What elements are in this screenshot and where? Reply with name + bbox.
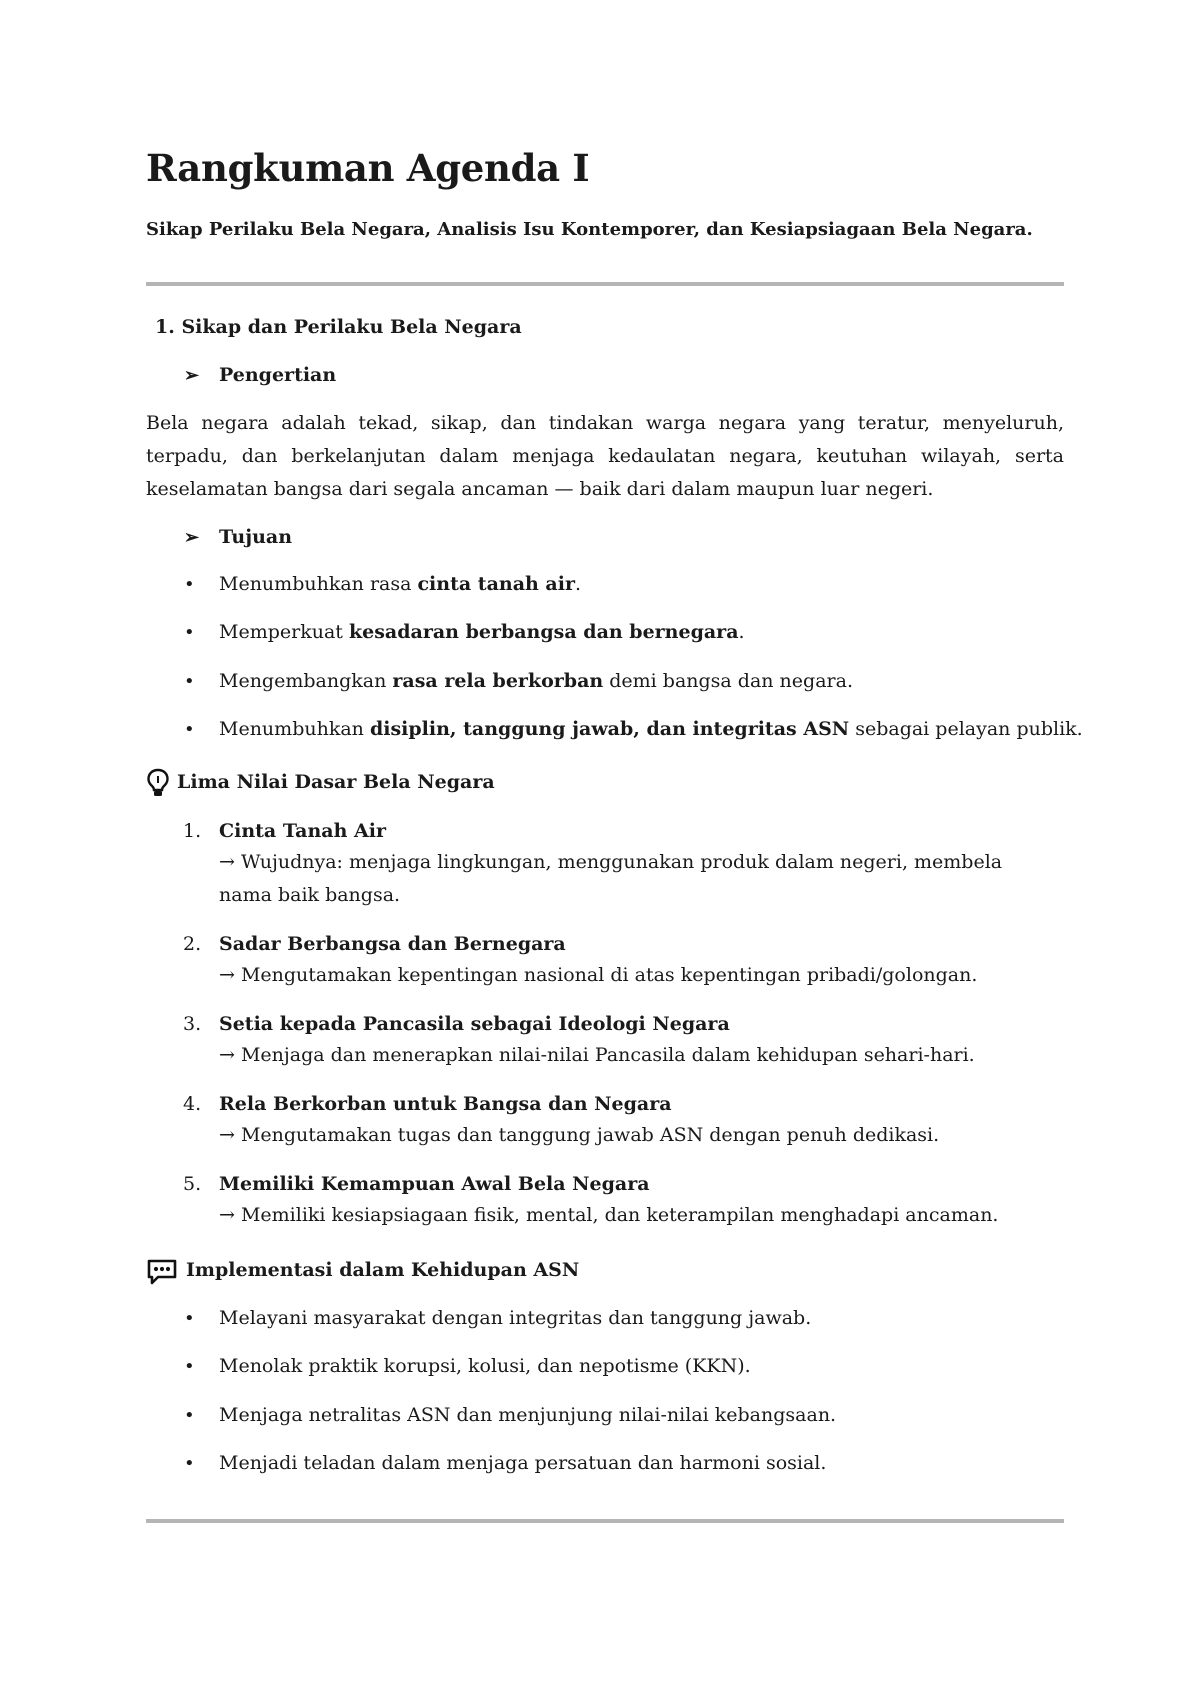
nilai-title: Setia kepada Pancasila sebagai Ideologi Negara	[219, 1013, 730, 1035]
speech-bubble-icon	[146, 1258, 178, 1286]
bullet-icon: •	[184, 1453, 195, 1474]
nilai-title: Memiliki Kemampuan Awal Bela Negara	[219, 1173, 650, 1195]
bullet-icon: •	[184, 622, 195, 643]
nilai-desc: → Mengutamakan kepentingan nasional di atas kepentingan pribadi/golongan.	[219, 964, 978, 986]
top-divider	[146, 282, 1064, 286]
tujuan-heading: Tujuan	[219, 526, 293, 548]
lightbulb-icon	[146, 768, 170, 798]
bullet-icon: •	[184, 1356, 195, 1377]
list-item: Menjadi teladan dalam menjaga persatuan dan harmoni sosial.	[219, 1452, 827, 1474]
nilai-title: Cinta Tanah Air	[219, 820, 387, 842]
nilai-desc: → Wujudnya: menjaga lingkungan, menggunakan produk dalam negeri, membela nama baik bangsa.	[219, 851, 1003, 906]
list-number: 4.	[183, 1093, 202, 1115]
page-subtitle: Sikap Perilaku Bela Negara, Analisis Isu Kontemporer, dan Kesiapsiagaan Bela Negara.	[146, 219, 1033, 240]
nilai-desc: → Menjaga dan menerapkan nilai-nilai Pancasila dalam kehidupan sehari-hari.	[219, 1044, 975, 1066]
list-number: 5.	[183, 1173, 202, 1195]
arrowhead-bullet-icon: ➢	[184, 527, 200, 548]
bullet-icon: •	[184, 574, 195, 595]
list-number: 2.	[183, 933, 202, 955]
nilai-dasar-heading: Lima Nilai Dasar Bela Negara	[177, 771, 495, 793]
list-number: 3.	[183, 1013, 202, 1035]
nilai-title: Rela Berkorban untuk Bangsa dan Negara	[219, 1093, 672, 1115]
bullet-icon: •	[184, 1308, 195, 1329]
pengertian-heading: Pengertian	[219, 364, 337, 386]
list-item: Menjaga netralitas ASN dan menjunjung nilai-nilai kebangsaan.	[219, 1404, 837, 1426]
list-item: Menumbuhkan rasa cinta tanah air.	[219, 573, 582, 595]
list-item: Mengembangkan rasa rela berkorban demi bangsa dan negara.	[219, 670, 853, 692]
implementasi-heading: Implementasi dalam Kehidupan ASN	[186, 1259, 580, 1281]
bullet-icon: •	[184, 671, 195, 692]
nilai-desc: → Mengutamakan tugas dan tanggung jawab ASN dengan penuh dedikasi.	[219, 1124, 940, 1146]
nilai-title: Sadar Berbangsa dan Bernegara	[219, 933, 566, 955]
nilai-desc: → Memiliki kesiapsiagaan fisik, mental, dan keterampilan menghadapi ancaman.	[219, 1204, 999, 1226]
arrowhead-bullet-icon: ➢	[184, 365, 200, 386]
section-1-heading: 1. Sikap dan Perilaku Bela Negara	[155, 316, 522, 338]
list-item: Memperkuat kesadaran berbangsa dan bernegara.	[219, 621, 745, 643]
list-item: Menolak praktik korupsi, kolusi, dan nepotisme (KKN).	[219, 1355, 751, 1377]
bullet-icon: •	[184, 1405, 195, 1426]
list-item: Menumbuhkan disiplin, tanggung jawab, dan integritas ASN sebagai pelayan publik.	[219, 718, 1083, 740]
list-item: Melayani masyarakat dengan integritas dan tanggung jawab.	[219, 1307, 812, 1329]
bullet-icon: •	[184, 719, 195, 740]
page-title: Rangkuman Agenda I	[146, 146, 590, 190]
bottom-divider	[146, 1519, 1064, 1523]
pengertian-text: Bela negara adalah tekad, sikap, dan tindakan warga negara yang teratur, menyeluruh, terpadu, dan berkelanjutan dalam menjaga kedaulatan negara, keutuhan wilayah, serta keselamatan bangsa dari segala ancaman — baik dari dalam maupun luar negeri.	[146, 412, 1064, 500]
list-number: 1.	[183, 820, 202, 842]
